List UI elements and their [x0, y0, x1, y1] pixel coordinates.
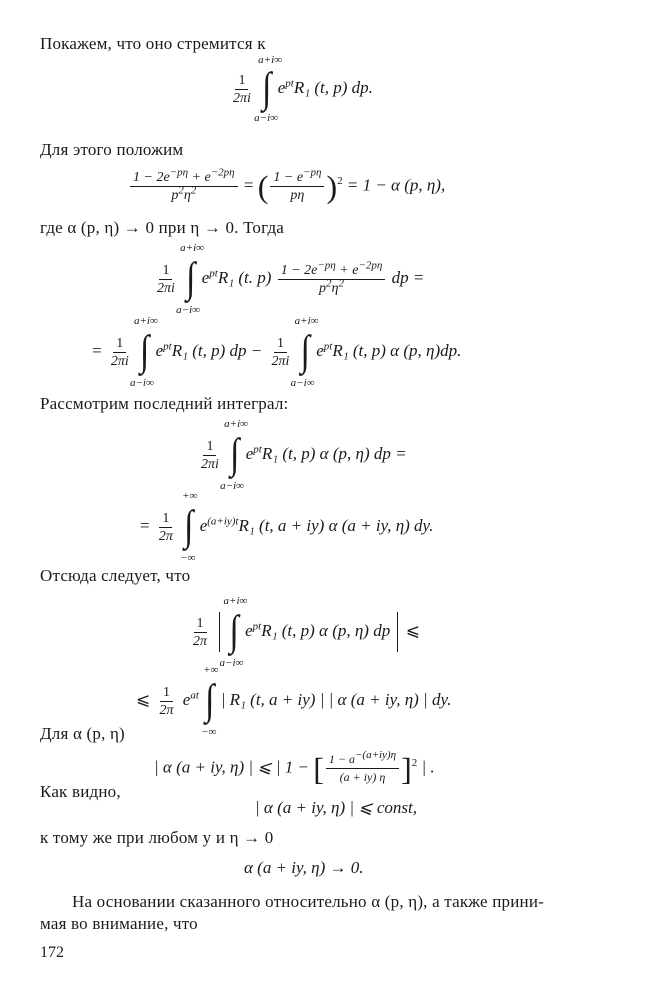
integral-upper-limit: a+i∞	[258, 54, 282, 66]
integrand: R₁ (t, p) dp.	[293, 77, 373, 97]
text-line: к тому же при любом y и η → 0	[40, 828, 274, 847]
equation-lhs: | α (a + iy, η) | ⩽ | 1 −	[154, 757, 309, 777]
integrand: R₁ (t, p) α (p, η) dp	[261, 620, 391, 640]
equation-1: $\frac{1}{2\pi i}$ a+i∞ ∫ a−i∞ $e^{pt}R_1$ (t, p) dp.	[228, 72, 373, 106]
fraction-denominator: 2π	[158, 528, 173, 544]
fraction-numerator: 1	[235, 73, 248, 90]
equation-6: = $\frac{1}{2\pi}$ +∞ ∫ −∞ $e^{(a+iy)t}R_1$ (t, a + iy) α (a + iy, η) dy.	[140, 490, 434, 564]
fraction-denominator: 2πi	[233, 90, 251, 106]
equation-8: ⩽ $\frac{1}{2\pi}$ $e^{at}$ +∞ ∫ −∞ | R₁ (t, a + iy) | | α (a + iy, η) | dy.	[136, 664, 452, 738]
fraction	[230, 73, 254, 106]
equation-10: | α (a + iy, η) | ⩽ const,	[255, 798, 417, 817]
equation-tail: = 1 − α (p, η),	[346, 175, 446, 195]
integrand: | R₁ (t, a + iy) | | α (a + iy, η) | dy.	[220, 689, 452, 709]
integrand: R₁ (t. p)	[217, 267, 272, 287]
integrand: R₁ (t, p) α (p, η) dp =	[261, 443, 407, 463]
text-line: Рассмотрим последний интеграл:	[40, 394, 289, 413]
integral-lower-limit: a−i∞	[254, 112, 278, 124]
equation-2: $\frac{1 - 2e^{-p\eta} + e^{-2p\eta}}{p^2\eta^2}$ = ( $\frac{1 - e^{-p\eta}}{p\eta}$ )$^2$ = 1 − α (p, η),	[128, 170, 445, 203]
text-line: Покажем, что оно стремится к	[40, 34, 266, 53]
text-line: Как видно,	[40, 782, 121, 801]
text-line: Для этого положим	[40, 140, 184, 159]
equation-4: = $\frac{1}{2\pi i}$ a+i∞ ∫ a−i∞ $e^{pt}R_1$ (t, p) dp − $\frac{1}{2\pi i}$ a+i∞ ∫ a−i∞ $e^{pt}R_1$ (t, p) α (p, η)dp.	[92, 315, 462, 389]
integrand: R₁ (t, p) dp −	[171, 340, 263, 360]
text-line: где α (p, η) → 0 при η → 0. Тогда	[40, 218, 285, 237]
equation-tail: | .	[421, 757, 435, 777]
relation-sign: ⩽	[405, 620, 420, 640]
text-line: Отсюда следует, что	[40, 566, 191, 585]
equation-3: $\frac{1}{2\pi i}$ a+i∞ ∫ a−i∞ $e^{pt}R_1$ (t. p) $\frac{1 - 2e^{-p\eta} + e^{-2p\eta}}{p^2\eta^2}$ dp =	[157, 242, 425, 316]
integral-lower-limit: −∞	[180, 552, 196, 564]
page-number: 172	[40, 944, 64, 961]
equation-7: $\frac{1}{2\pi}$ a+i∞ ∫ a−i∞ $e^{pt}R_1$ (t, p) α (p, η) dp ⩽	[193, 595, 420, 669]
equation-11: α (a + iy, η) → 0.	[244, 858, 364, 877]
integral-sign: ∫	[262, 65, 272, 112]
equation-5: $\frac{1}{2\pi i}$ a+i∞ ∫ a−i∞ $e^{pt}R_1$ (t, p) α (p, η) dp =	[201, 418, 407, 492]
integrand: R₁ (t, p) α (p, η)dp.	[332, 340, 462, 360]
equation-9: | α (a + iy, η) | ⩽ | 1 − [ $\frac{1 - a-(a+iy)\eta}{(a + iy) \eta}$ ]$^2$ | .	[154, 749, 435, 787]
paragraph-line: На основании сказанного относительно α (p, η), а также прини-	[72, 892, 544, 911]
integrand: R₁ (t, a + iy) α (a + iy, η) dy.	[238, 515, 434, 535]
text-line: Для α (p, η)	[40, 724, 125, 743]
integral-upper-limit: +∞	[182, 490, 198, 502]
paragraph-line: мая во внимание, что	[40, 914, 198, 933]
equation-tail: dp =	[391, 267, 425, 287]
